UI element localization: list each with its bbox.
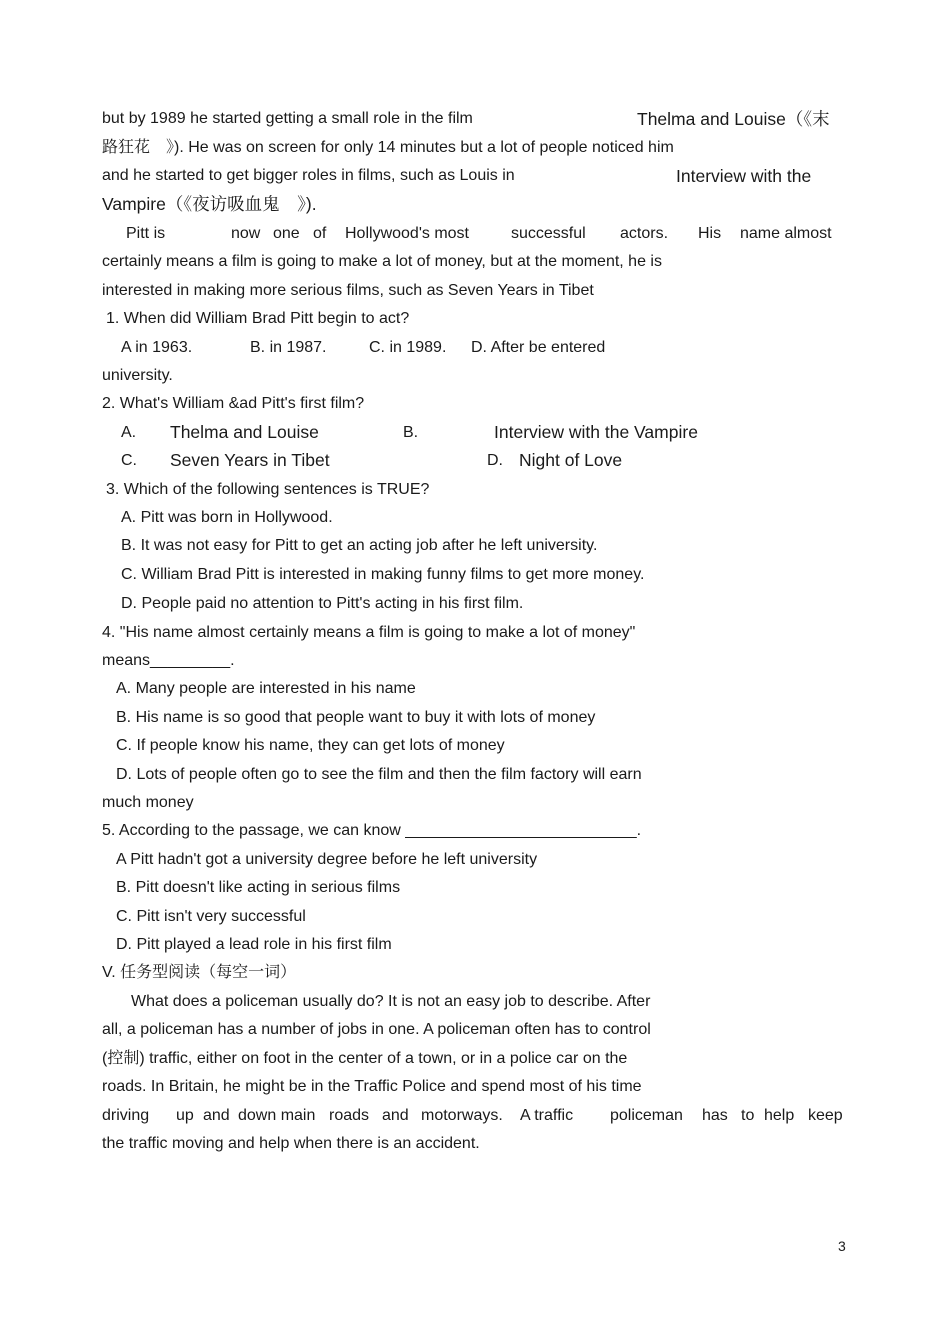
option-a: A. Pitt was born in Hollywood. bbox=[121, 509, 333, 526]
option-c: C. in 1989. bbox=[369, 339, 447, 356]
passage-line: interested in making more serious films, such as Seven Years in Tibet bbox=[102, 282, 594, 299]
option-a: A Pitt hadn't got a university degree before he left university bbox=[116, 851, 538, 868]
option-d-continued: much money bbox=[102, 794, 194, 811]
section-word: to bbox=[741, 1107, 755, 1124]
option-c-text: Seven Years in Tibet bbox=[170, 450, 330, 470]
passage-word: His bbox=[698, 225, 722, 242]
passage-line: certainly means a film is going to make a lot of money, but at the moment, he is bbox=[102, 253, 662, 270]
section-word: and bbox=[203, 1107, 230, 1124]
passage-word: actors. bbox=[620, 225, 669, 242]
section-word: has bbox=[702, 1107, 728, 1124]
option-d-text: Night of Love bbox=[519, 450, 623, 470]
option-b: B. Pitt doesn't like acting in serious films bbox=[116, 879, 401, 896]
passage-word: Pitt is bbox=[126, 225, 166, 242]
film-title: Interview with the bbox=[676, 166, 812, 186]
section-line: roads. In Britain, he might be in the Traffic Police and spend most of his time bbox=[102, 1078, 642, 1095]
option-a-letter: A. bbox=[121, 424, 137, 441]
question-stem: 1. When did William Brad Pitt begin to act? bbox=[106, 310, 410, 327]
section-line: the traffic moving and help when there is an accident. bbox=[102, 1135, 480, 1152]
section-word: motorways. bbox=[421, 1107, 503, 1124]
option-d: D. Lots of people often go to see the film and then the film factory will earn bbox=[116, 766, 642, 783]
page-number: 3 bbox=[838, 1238, 846, 1254]
section-heading: V. 任务型阅读（每空一词） bbox=[102, 964, 297, 981]
film-title: Thelma and Louise（《末 bbox=[637, 109, 830, 129]
option-b-text: Interview with the Vampire bbox=[494, 422, 698, 442]
option-a: A in 1963. bbox=[121, 339, 193, 356]
section-line: all, a policeman has a number of jobs in one. A policeman often has to control bbox=[102, 1021, 651, 1038]
section-word: and bbox=[382, 1107, 409, 1124]
passage-line: but by 1989 he started getting a small role in the film bbox=[102, 110, 473, 127]
section-word: keep bbox=[808, 1107, 843, 1124]
section-word: down main bbox=[238, 1107, 316, 1124]
option-c: C. William Brad Pitt is interested in making funny films to get more money. bbox=[121, 566, 645, 583]
option-b: B. His name is so good that people want to buy it with lots of money bbox=[116, 709, 596, 726]
option-d: D. Pitt played a lead role in his first film bbox=[116, 936, 392, 953]
passage-word: successful bbox=[511, 225, 586, 242]
passage-line: and he started to get bigger roles in films, such as Louis in bbox=[102, 167, 515, 184]
option-c: C. Pitt isn't very successful bbox=[116, 908, 306, 925]
option-d: D. After be entered bbox=[471, 339, 606, 356]
section-word: up bbox=[176, 1107, 194, 1124]
question-stem-continued: means_________. bbox=[102, 652, 235, 669]
question-stem: 3. Which of the following sentences is TRUE? bbox=[106, 481, 430, 498]
option-a: A. Many people are interested in his name bbox=[116, 680, 416, 697]
section-word: policeman bbox=[610, 1107, 683, 1124]
passage-word: of bbox=[313, 225, 327, 242]
question-stem: 4. "His name almost certainly means a film is going to make a lot of money" bbox=[102, 624, 636, 641]
option-b: B. It was not easy for Pitt to get an acting job after he left university. bbox=[121, 537, 598, 554]
question-stem: 2. What's William &ad Pitt's first film? bbox=[102, 395, 365, 412]
section-word: roads bbox=[329, 1107, 370, 1124]
section-word: help bbox=[764, 1107, 795, 1124]
option-d-continued: university. bbox=[102, 367, 173, 384]
option-d-letter: D. bbox=[487, 452, 503, 469]
passage-word: Hollywood's most bbox=[345, 225, 469, 242]
option-d: D. People paid no attention to Pitt's acting in his first film. bbox=[121, 595, 524, 612]
passage-line: Vampire（《夜访吸血鬼 》). bbox=[102, 194, 317, 214]
passage-word: now bbox=[231, 225, 261, 242]
section-line: (控制) traffic, either on foot in the center of a town, or in a police car on the bbox=[102, 1050, 628, 1067]
option-c: C. If people know his name, they can get lots of money bbox=[116, 737, 505, 754]
option-c-letter: C. bbox=[121, 452, 137, 469]
passage-word: name almost bbox=[740, 225, 832, 242]
passage-line: 路狂花 》). He was on screen for only 14 minutes but a lot of people noticed him bbox=[102, 139, 674, 156]
option-b-letter: B. bbox=[403, 424, 419, 441]
section-word: driving bbox=[102, 1107, 150, 1124]
option-a-text: Thelma and Louise bbox=[170, 422, 319, 442]
passage-word: one bbox=[273, 225, 300, 242]
option-b: B. in 1987. bbox=[250, 339, 327, 356]
section-line: What does a policeman usually do? It is not an easy job to describe. After bbox=[131, 993, 651, 1010]
section-word: A traffic bbox=[520, 1107, 574, 1124]
question-stem: 5. According to the passage, we can know __________________________. bbox=[102, 822, 642, 839]
